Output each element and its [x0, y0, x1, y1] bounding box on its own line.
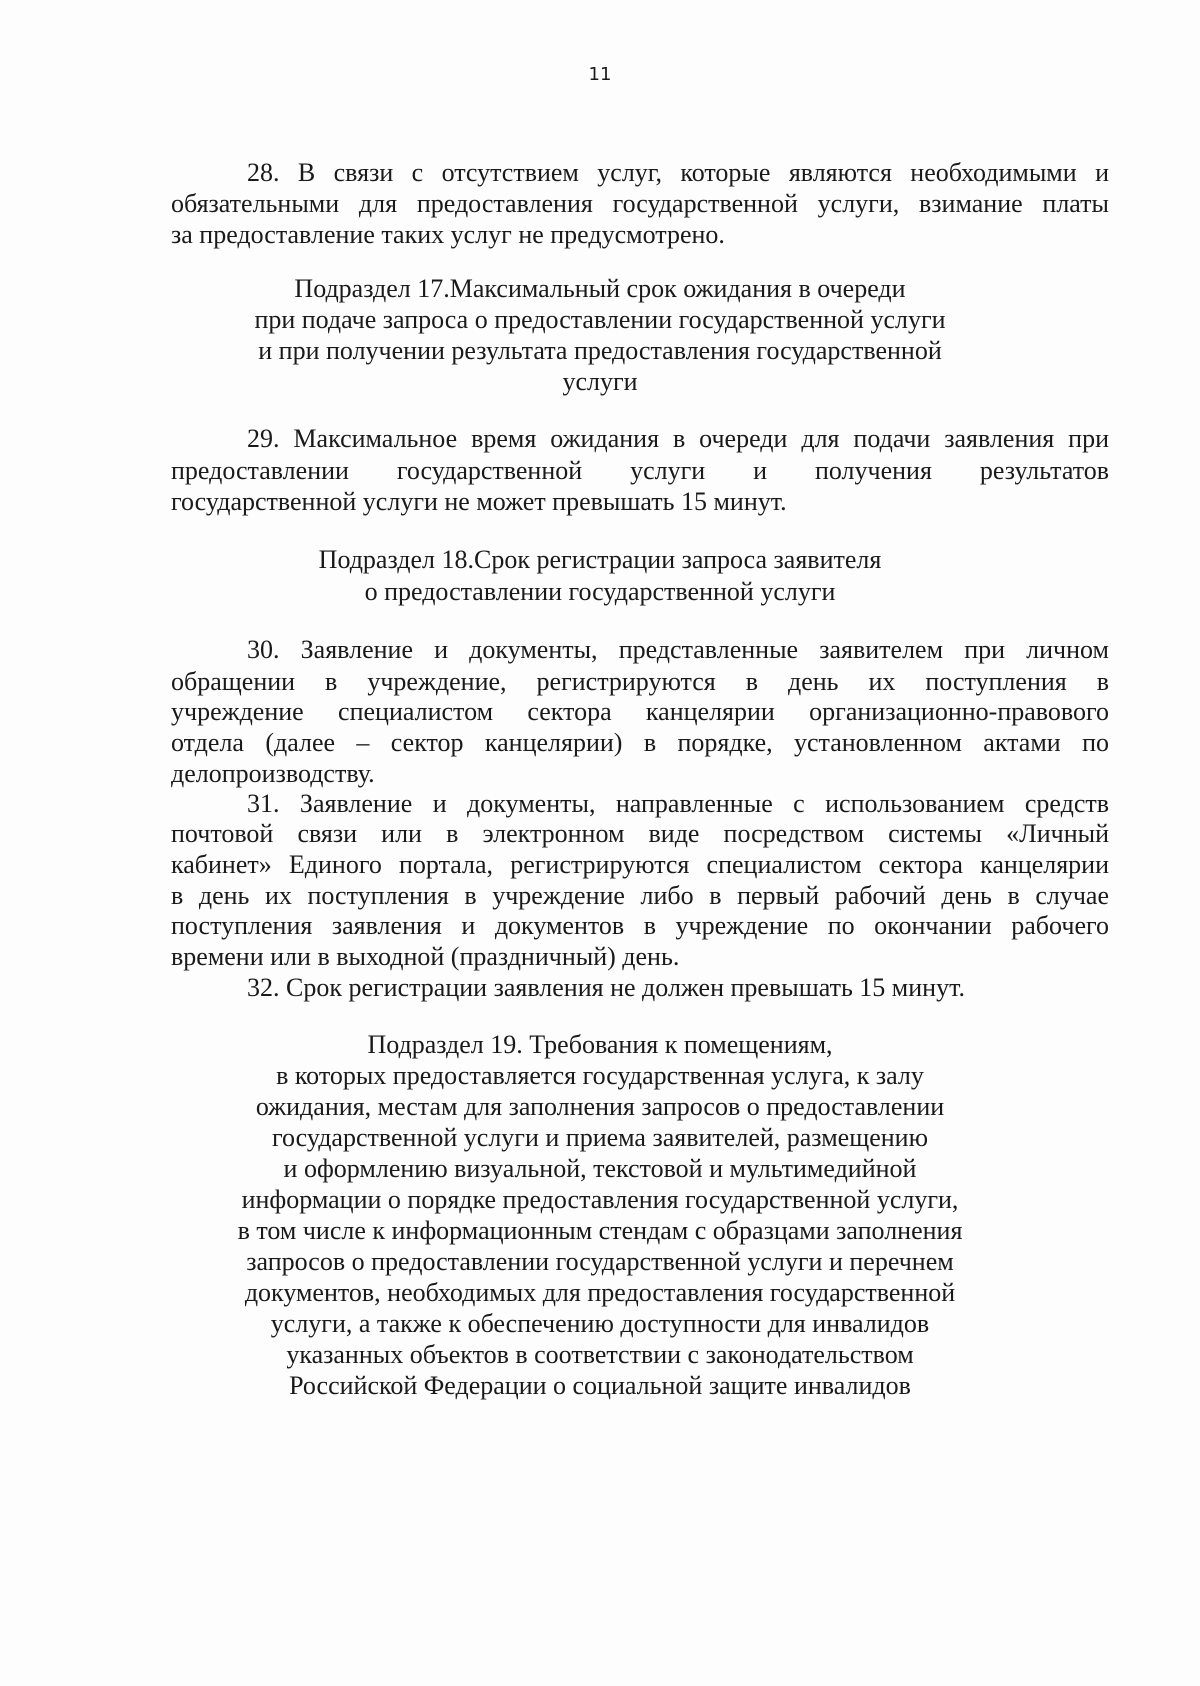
subsection-19-heading-line: государственной услуги и приема заявителей, размещению [271, 1123, 929, 1152]
paragraph-28-line: обязательными для предоставления государственной услуги, взимание платы [171, 189, 1109, 218]
paragraph-30-line: обращении в учреждение, регистрируются в день их поступления в [171, 667, 1109, 696]
subsection-19-heading-line: в которых предоставляется государственная услуга, к залу [276, 1061, 924, 1090]
subsection-17-heading-line: при подаче запроса о предоставлении государственной услуги [254, 305, 946, 334]
paragraph-30-line: 30. Заявление и документы, представленные заявителем при личном [247, 635, 1109, 664]
paragraph-30-line: учреждение специалистом сектора канцелярии организационно-правового [171, 697, 1109, 726]
paragraph-30-line: делопроизводству. [171, 759, 375, 788]
page-number: 11 [588, 64, 612, 85]
subsection-19-heading-line: Российской Федерации о социальной защите инвалидов [289, 1371, 911, 1400]
paragraph-29-line: государственной услуги не может превышать 15 минут. [171, 487, 787, 516]
paragraph-30-line: отдела (далее – сектор канцелярии) в порядке, установленном актами по [171, 728, 1109, 757]
paragraph-28-line: за предоставление таких услуг не предусмотрено. [171, 220, 725, 249]
paragraph-31-line: поступления заявления и документов в учреждение по окончании рабочего [171, 911, 1109, 940]
subsection-18-heading-line: о предоставлении государственной услуги [364, 577, 836, 606]
subsection-17-heading-line: и при получении результата предоставления государственной [258, 336, 942, 365]
subsection-19-heading-line: информации о порядке предоставления государственной услуги, [241, 1185, 959, 1214]
paragraph-28-line: 28. В связи с отсутствием услуг, которые являются необходимыми и [247, 158, 1109, 187]
paragraph-31-line: 31. Заявление и документы, направленные с использованием средств [247, 789, 1109, 818]
subsection-19-heading-line: в том числе к информационным стендам с образцами заполнения [237, 1216, 963, 1245]
paragraph-29-line: предоставлении государственной услуги и получения результатов [171, 456, 1109, 485]
subsection-19-heading-line: Подраздел 19. Требования к помещениям, [367, 1030, 833, 1059]
paragraph-32-line: 32. Срок регистрации заявления не должен превышать 15 минут. [247, 973, 965, 1002]
subsection-19-heading-line: и оформлению визуальной, текстовой и мультимедийной [283, 1154, 917, 1183]
subsection-17-heading-line: Подраздел 17.Максимальный срок ожидания в очереди [294, 274, 906, 303]
paragraph-31-line: почтовой связи или в электронном виде посредством системы «Личный [171, 819, 1109, 848]
subsection-19-heading-line: указанных объектов в соответствии с законодательством [286, 1340, 914, 1369]
subsection-19-heading-line: услуги, а также к обеспечению доступности для инвалидов [270, 1309, 930, 1338]
subsection-19-heading-line: запросов о предоставлении государственной услуги и перечнем [246, 1247, 954, 1276]
subsection-19-heading-line: ожидания, местам для заполнения запросов о предоставлении [255, 1092, 945, 1121]
paragraph-31-line: времени или в выходной (праздничный) день. [171, 942, 680, 971]
subsection-19-heading-line: документов, необходимых для предоставления государственной [244, 1278, 956, 1307]
subsection-17-heading-line: услуги [562, 367, 638, 396]
paragraph-31-line: в день их поступления в учреждение либо в первый рабочий день в случае [171, 881, 1109, 910]
paragraph-29-line: 29. Максимальное время ожидания в очереди для подачи заявления при [247, 424, 1109, 453]
subsection-18-heading-line: Подраздел 18.Срок регистрации запроса заявителя [318, 545, 882, 574]
paragraph-31-line: кабинет» Единого портала, регистрируются специалистом сектора канцелярии [171, 850, 1109, 879]
